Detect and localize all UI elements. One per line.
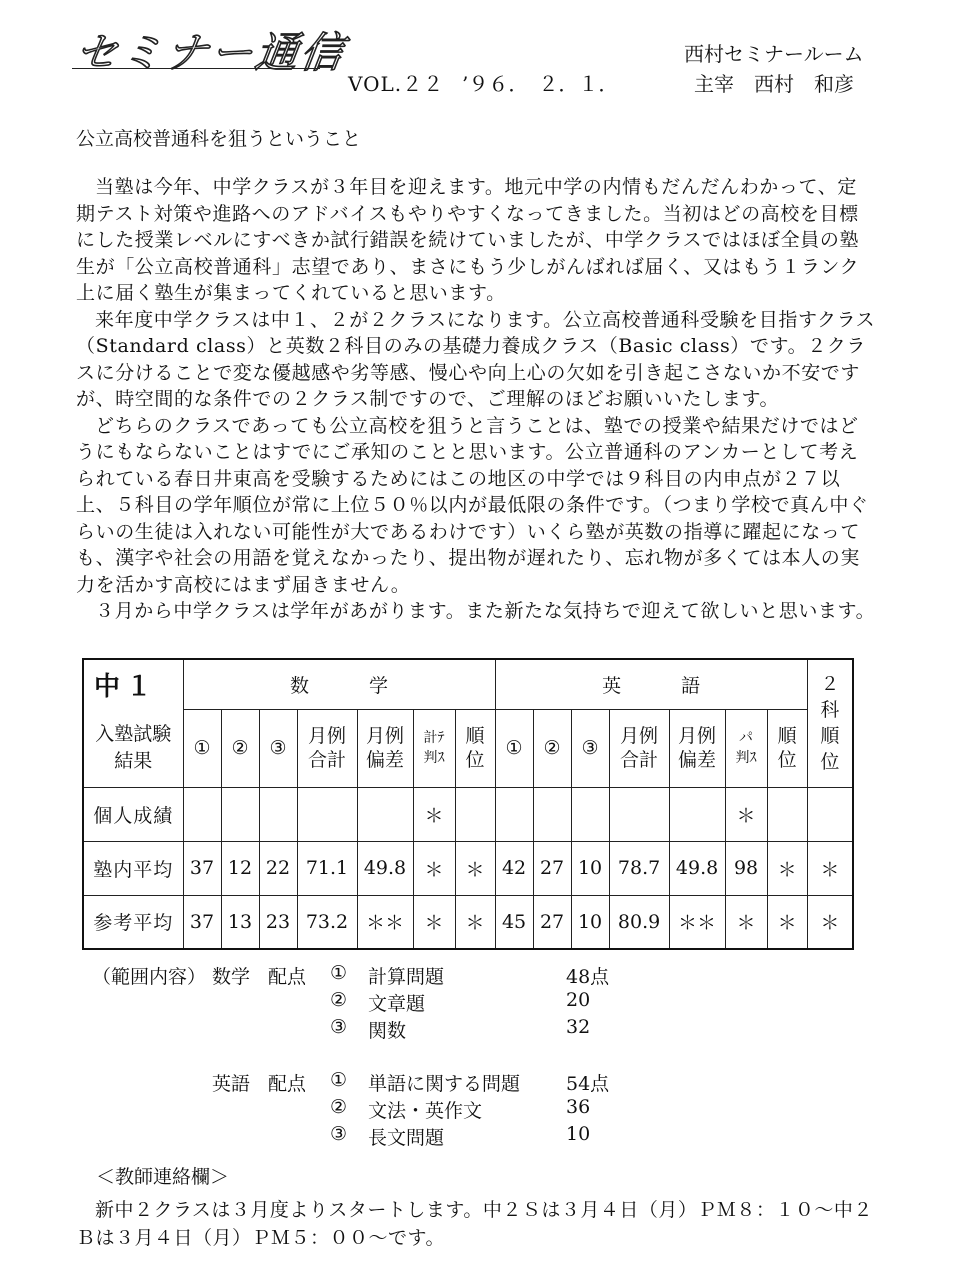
english-col-header: 月例 偏差	[669, 709, 725, 787]
table-cell: 12	[221, 841, 259, 895]
english-col-header: 月例 合計	[609, 709, 669, 787]
table-cell: ＊	[725, 787, 767, 841]
organization-name: 西村セミナールーム	[684, 42, 864, 66]
row-label: 参考平均	[83, 895, 183, 949]
table-cell: 13	[221, 895, 259, 949]
title-underline	[72, 68, 320, 69]
table-cell	[669, 787, 725, 841]
table-cell: ＊	[413, 787, 455, 841]
paragraph: 来年度中学クラスは中１、２が２クラスになります。公立高校普通科受験を目指すクラス（Standard class）と英数２科目のみの基礎力養成クラス（Basic class）です。２クラスに分けることで変な優越感や劣等感、慢心や向上心の欠如を引き起こさないか不安ですが、時空間的な条件での２クラス制ですので、ご理解のほどお願いいたします。	[76, 308, 876, 410]
table-cell: 98	[725, 841, 767, 895]
table-cell: ＊	[807, 895, 853, 949]
paragraph: どちらのクラスであっても公立高校を狙うと言うことは、塾での授業や結果だけではどうにもならないことはすでにご承知のことと思います。公立普通科のアンカーとして考えられている春日井東高を受験するためにはこの地区の中学では９科目の内申点が２７以上、５科目の学年順位が常に上位５０％以内が最低限の条件です。（つまり学校で真ん中ぐらいの生徒は入れない可能性が大であるわけです）いくら塾が英数の指導に躍起になっても、漢字や社会の用語を覚えなかったり、提出物が遅れたり、忘れ物が多くては本人の実力を活かす高校にはまず届きません。	[76, 414, 869, 596]
table-cell	[807, 787, 853, 841]
item-name: 文法・英作文	[368, 1100, 483, 1122]
item-name: 単語に関する問題	[368, 1073, 521, 1095]
item-number: ①	[330, 1069, 348, 1091]
table-cell: 27	[533, 841, 571, 895]
table-cell	[495, 787, 533, 841]
english-col-header: ①	[495, 709, 533, 787]
article-body	[76, 174, 876, 625]
table-cell: 23	[259, 895, 297, 949]
table-cell: ＊	[767, 895, 807, 949]
table-cell: ＊＊	[357, 895, 413, 949]
contact-heading: ＜教師連絡欄＞	[96, 1166, 230, 1188]
math-header: 数学	[183, 659, 495, 709]
range-label: （範囲内容）	[92, 966, 207, 988]
table-cell: 80.9	[609, 895, 669, 949]
grade-label: 中１	[83, 659, 183, 709]
item-points: 36	[566, 1096, 591, 1118]
item-name: 関数	[368, 1020, 407, 1042]
table-cell: 45	[495, 895, 533, 949]
paragraph: 当塾は今年、中学クラスが３年目を迎えます。地元中学の内情もだんだんわかって、定期テスト対策や進路へのアドバイスもやりやすくなってきました。当初はどの高校を目標にした授業レベルにすべきか試行錯誤を続けていましたが、中学クラスではほぼ全員の塾生が「公立高校普通科」志望であり、まさにもう少しがんばれば届く、又はもう１ランク上に届く塾生が集まってくれていると思います。	[76, 176, 860, 304]
item-points: 20	[566, 989, 591, 1011]
issue-date: ’９６． ２．１．	[462, 72, 619, 96]
item-points: 54点	[566, 1073, 610, 1095]
table-cell: 22	[259, 841, 297, 895]
table-cell	[357, 787, 413, 841]
table-cell: ＊	[413, 895, 455, 949]
table-cell: 71.1	[297, 841, 357, 895]
item-name: 長文問題	[368, 1127, 445, 1149]
table-cell: 73.2	[297, 895, 357, 949]
table-cell	[455, 787, 495, 841]
article-headline: 公立高校普通科を狙うということ	[76, 128, 362, 150]
english-subject-label: 英語	[212, 1073, 251, 1095]
table-cell: 49.8	[357, 841, 413, 895]
table-cell	[533, 787, 571, 841]
item-points: 32	[566, 1016, 591, 1038]
math-subject-label: 数学	[212, 966, 251, 988]
table-cell: 27	[533, 895, 571, 949]
table-cell	[767, 787, 807, 841]
table-row	[83, 787, 853, 841]
english-col-header: 順 位	[767, 709, 807, 787]
table-cell	[609, 787, 669, 841]
item-number: ①	[330, 962, 348, 984]
table-cell	[297, 787, 357, 841]
item-points: 48点	[566, 966, 610, 988]
item-name: 文章題	[368, 993, 426, 1015]
table-cell	[571, 787, 609, 841]
table-cell: ＊	[455, 841, 495, 895]
table-cell: 10	[571, 841, 609, 895]
english-points-label: 配点	[268, 1073, 307, 1095]
item-points: 10	[566, 1123, 591, 1145]
table-cell	[221, 787, 259, 841]
math-col-header: 計ﾃ 判ｽ	[413, 709, 455, 787]
contact-notice: 新中２クラスは３月度よりスタートします。中２Ｓは３月４日（月）ＰＭ８：１０～中２Ｂは３月４日（月）ＰＭ５：００～です。	[76, 1199, 873, 1249]
table-row	[83, 841, 853, 895]
english-header: 英語	[495, 659, 807, 709]
table-cell: ＊	[767, 841, 807, 895]
table-cell: 37	[183, 895, 221, 949]
row-label: 個人成績	[83, 787, 183, 841]
english-col-header: パ 判ｽ	[725, 709, 767, 787]
table-cell: ＊	[807, 841, 853, 895]
math-col-header: 順 位	[455, 709, 495, 787]
table-cell: ＊	[455, 895, 495, 949]
entrance-exam-label: 入塾試験 結果	[83, 709, 183, 787]
table-cell: ＊	[413, 841, 455, 895]
table-cell: 37	[183, 841, 221, 895]
math-points-label: 配点	[268, 966, 307, 988]
item-number: ③	[330, 1123, 348, 1145]
table-cell	[259, 787, 297, 841]
math-col-header: ①	[183, 709, 221, 787]
item-number: ②	[330, 1096, 348, 1118]
item-number: ③	[330, 1016, 348, 1038]
table-row	[83, 895, 853, 949]
item-number: ②	[330, 989, 348, 1011]
table-cell: 10	[571, 895, 609, 949]
table-cell: ＊	[725, 895, 767, 949]
english-col-header: ③	[571, 709, 609, 787]
table-cell	[183, 787, 221, 841]
math-col-header: 月例 偏差	[357, 709, 413, 787]
paragraph: ３月から中学クラスは学年があがります。また新たな気持ちで迎えて欲しいと思います。	[95, 600, 876, 622]
editor-name: 主宰 西村 和彦	[694, 72, 854, 96]
two-subject-rank-header: ２ 科 順 位	[807, 659, 853, 787]
math-col-header: ②	[221, 709, 259, 787]
score-table	[82, 658, 854, 950]
table-cell: 49.8	[669, 841, 725, 895]
row-label: 塾内平均	[83, 841, 183, 895]
newsletter-title: セミナー通信	[72, 28, 350, 77]
table-cell: 78.7	[609, 841, 669, 895]
math-col-header: ③	[259, 709, 297, 787]
table-cell: ＊＊	[669, 895, 725, 949]
item-name: 計算問題	[368, 966, 445, 988]
volume-number: VOL.２２	[348, 72, 445, 96]
english-col-header: ②	[533, 709, 571, 787]
table-cell: 42	[495, 841, 533, 895]
math-col-header: 月例 合計	[297, 709, 357, 787]
